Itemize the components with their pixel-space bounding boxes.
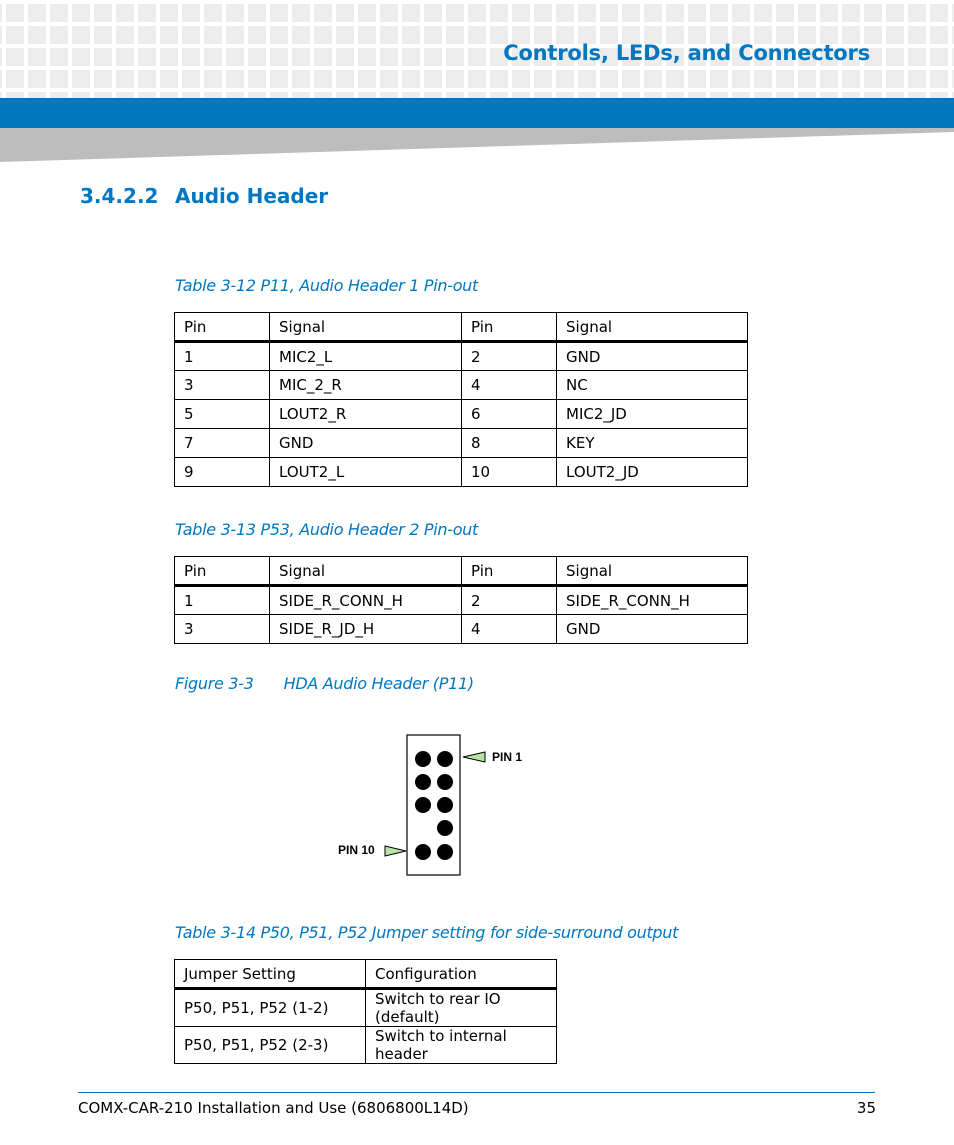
table-row bbox=[175, 400, 748, 429]
figure-title: HDA Audio Header (P11) bbox=[283, 674, 474, 693]
table-cell: LOUT2_JD bbox=[557, 458, 748, 487]
table-cell: 4 bbox=[462, 371, 557, 400]
table-cell: 3 bbox=[175, 615, 270, 644]
header-swoosh bbox=[0, 128, 954, 164]
table-cell: Switch to internal header bbox=[366, 1027, 557, 1064]
table-cell: Switch to rear IO (default) bbox=[366, 989, 557, 1027]
table1 bbox=[174, 312, 748, 487]
table-cell: MIC2_L bbox=[270, 342, 462, 371]
pin-dot bbox=[437, 751, 453, 767]
table-header-cell: Pin bbox=[175, 313, 270, 342]
table-cell: 1 bbox=[175, 586, 270, 615]
table-cell: NC bbox=[557, 371, 748, 400]
table-row bbox=[175, 989, 557, 1027]
figure-caption bbox=[175, 674, 474, 693]
table1-caption: Table 3-12 P11, Audio Header 1 Pin-out bbox=[175, 276, 478, 295]
figure-label: Figure 3-3 bbox=[175, 674, 254, 693]
page-number: 35 bbox=[856, 1099, 876, 1117]
pin1-label: PIN 1 bbox=[492, 750, 523, 764]
table-header-cell: Pin bbox=[462, 313, 557, 342]
table-header-row bbox=[175, 557, 748, 586]
table-cell: SIDE_R_CONN_H bbox=[270, 586, 462, 615]
table-row bbox=[175, 586, 748, 615]
table-cell: GND bbox=[270, 429, 462, 458]
pin-dot bbox=[437, 820, 453, 836]
table-cell: MIC2_JD bbox=[557, 400, 748, 429]
table-row bbox=[175, 429, 748, 458]
table-header-cell: Jumper Setting bbox=[175, 960, 366, 989]
table-header-row bbox=[175, 313, 748, 342]
table-cell: 10 bbox=[462, 458, 557, 487]
table-cell: 3 bbox=[175, 371, 270, 400]
table-header-cell: Signal bbox=[557, 313, 748, 342]
table-header-cell: Configuration bbox=[366, 960, 557, 989]
section-heading bbox=[80, 184, 328, 208]
table-cell: P50, P51, P52 (1-2) bbox=[175, 989, 366, 1027]
table-header-row bbox=[175, 960, 557, 989]
table-row bbox=[175, 458, 748, 487]
table2 bbox=[174, 556, 748, 644]
pin-dot bbox=[437, 774, 453, 790]
table-cell: MIC_2_R bbox=[270, 371, 462, 400]
footer-document-title: COMX-CAR-210 Installation and Use (6806800L14D) bbox=[78, 1099, 469, 1117]
table3-caption: Table 3-14 P50, P51, P52 Jumper setting for side-surround output bbox=[175, 923, 679, 942]
footer-rule bbox=[78, 1092, 875, 1093]
table-header-cell: Signal bbox=[557, 557, 748, 586]
table-row bbox=[175, 371, 748, 400]
header-blue-bar bbox=[0, 98, 954, 128]
table-header-cell: Signal bbox=[270, 557, 462, 586]
table-row bbox=[175, 1027, 557, 1064]
table2-caption: Table 3-13 P53, Audio Header 2 Pin-out bbox=[175, 520, 478, 539]
table-cell: 5 bbox=[175, 400, 270, 429]
table-cell: P50, P51, P52 (2-3) bbox=[175, 1027, 366, 1064]
table-row bbox=[175, 615, 748, 644]
section-title: Audio Header bbox=[175, 184, 329, 208]
table3 bbox=[174, 959, 557, 1064]
table-header-cell: Pin bbox=[175, 557, 270, 586]
pin10-arrow-icon bbox=[385, 846, 406, 856]
table-cell: 8 bbox=[462, 429, 557, 458]
table-header-cell: Pin bbox=[462, 557, 557, 586]
pin10-label: PIN 10 bbox=[338, 843, 375, 857]
table-cell: 9 bbox=[175, 458, 270, 487]
table-cell: 4 bbox=[462, 615, 557, 644]
pin-dot bbox=[437, 844, 453, 860]
table-cell: GND bbox=[557, 615, 748, 644]
pin-dot bbox=[415, 844, 431, 860]
pin-dot bbox=[415, 797, 431, 813]
table-header-cell: Signal bbox=[270, 313, 462, 342]
pin1-arrow-icon bbox=[463, 752, 485, 762]
pin-dot bbox=[415, 751, 431, 767]
table-row bbox=[175, 342, 748, 371]
table-cell: SIDE_R_CONN_H bbox=[557, 586, 748, 615]
table-cell: 7 bbox=[175, 429, 270, 458]
pin-dot bbox=[415, 774, 431, 790]
audio-header-diagram bbox=[330, 728, 540, 880]
pin-dot bbox=[437, 797, 453, 813]
table-cell: GND bbox=[557, 342, 748, 371]
section-number: 3.4.2.2 bbox=[80, 184, 159, 208]
table-cell: LOUT2_R bbox=[270, 400, 462, 429]
table-cell: KEY bbox=[557, 429, 748, 458]
table-cell: SIDE_R_JD_H bbox=[270, 615, 462, 644]
table-cell: 1 bbox=[175, 342, 270, 371]
page-header-title: Controls, LEDs, and Connectors bbox=[503, 41, 870, 65]
table-cell: 2 bbox=[462, 586, 557, 615]
table-cell: 2 bbox=[462, 342, 557, 371]
table-cell: 6 bbox=[462, 400, 557, 429]
table-cell: LOUT2_L bbox=[270, 458, 462, 487]
